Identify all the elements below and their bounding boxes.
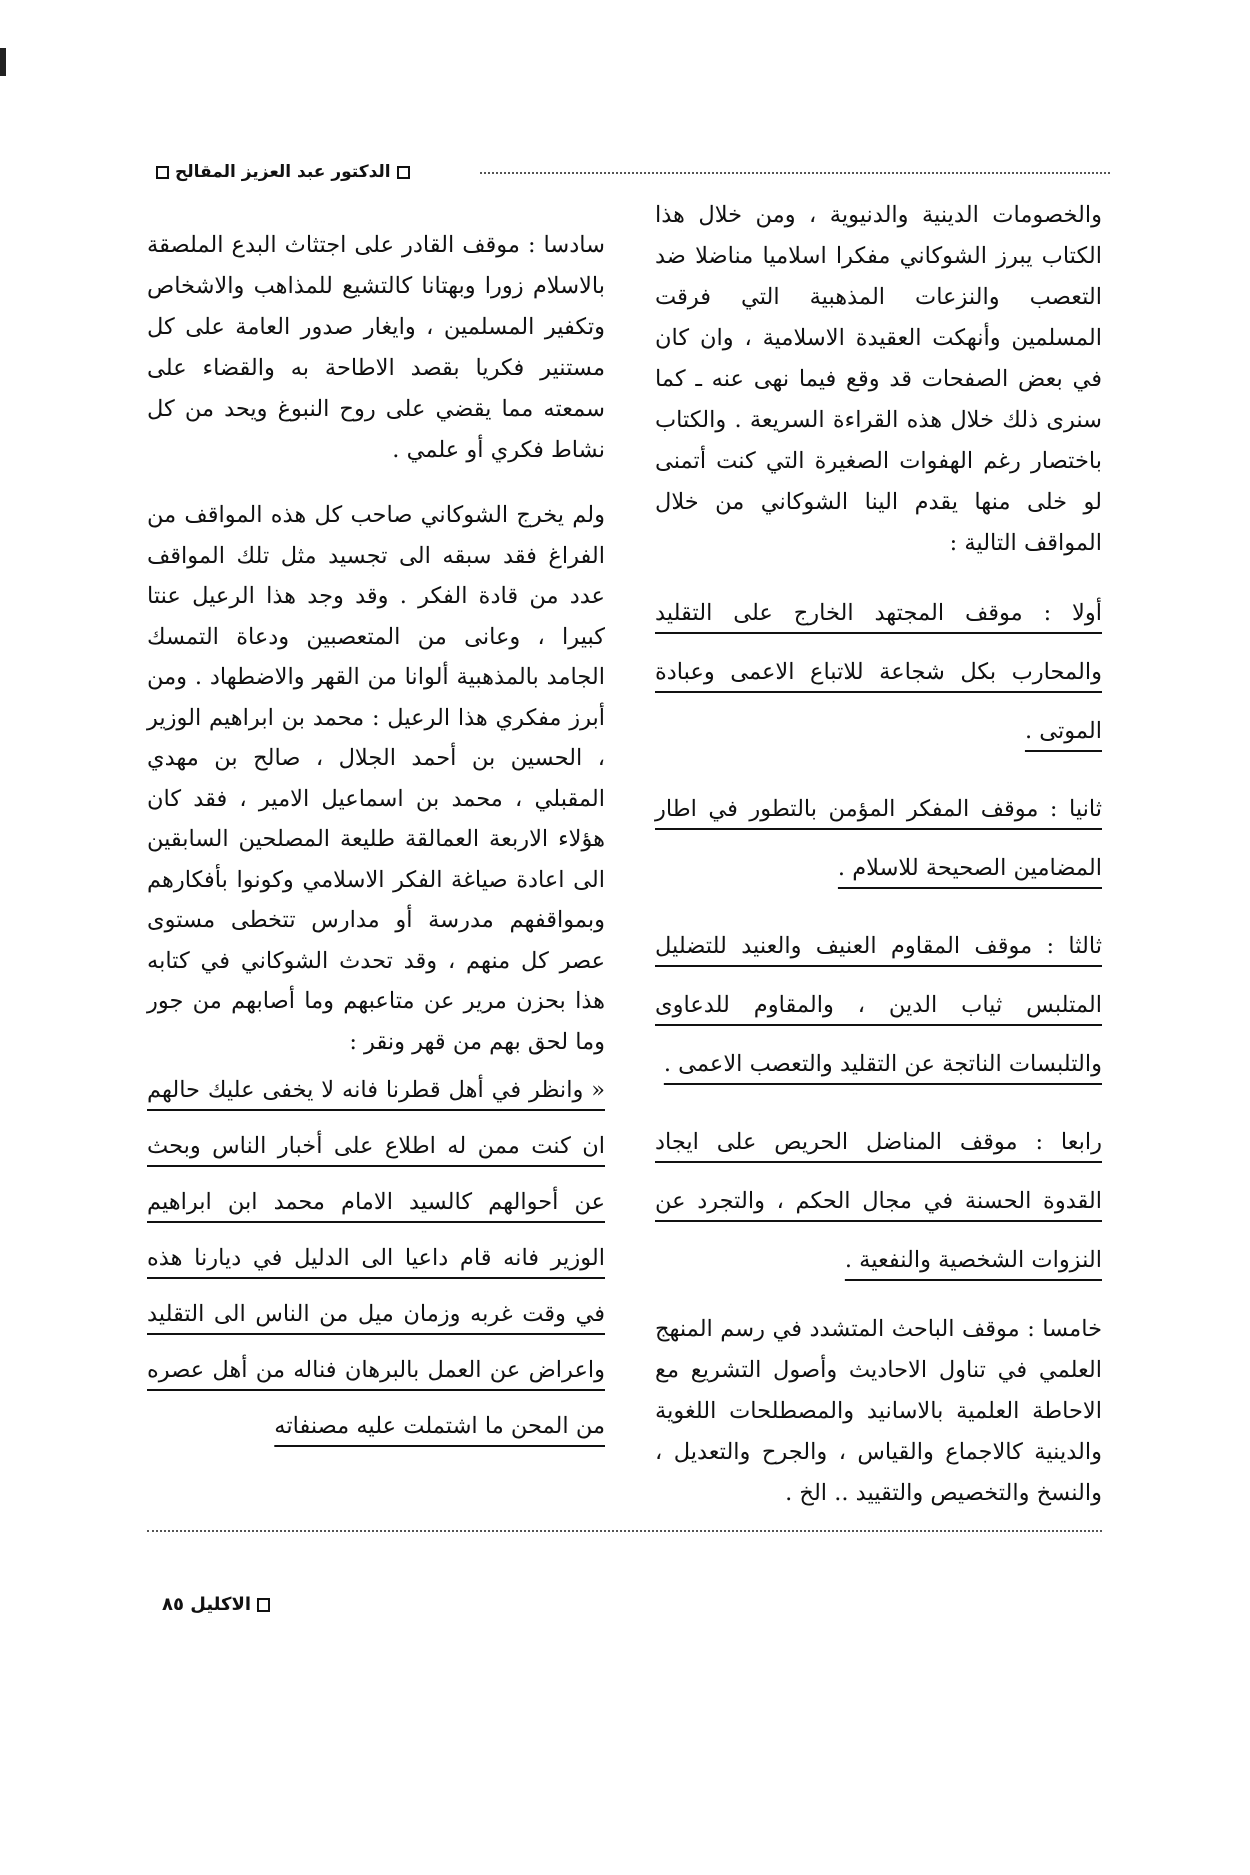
footer-box bbox=[257, 1598, 270, 1612]
header-box-left bbox=[156, 166, 169, 179]
header-box-right bbox=[397, 166, 410, 179]
body-paragraph: ولم يخرج الشوكاني صاحب كل هذه المواقف من الفراغ فقد سبقه الى تجسيد مثل تلك المواقف عدد من قادة الفكر . وقد وجد هذا الرعيل عنتا كبيرا ، وعانى من المتعصبين ودعاة التمسك الجامد بالمذهبية ألوانا من القهر والاضطهاد . ومن أبرز مفكري هذا الرعيل : محمد بن ابراهيم الوزير ، الحسين بن أحمد الجلال ، صالح بن مهدي المقبلي ، محمد بن اسماعيل الامير ، فقد كان هؤلاء الاربعة العمالقة طليعة المصلحين السابقين الى اعادة صياغة الفكر الاسلامي وكونوا بأفكارهم وبمواقفهم مدرسة أو مدارس تتخطى مستوى عصر كل منهم ، وقد تحدث الشوكاني في كتابه هذا بحزن مرير عن متاعبهم وما أصابهم من جور وما لحق بهم من قهر ونقر : bbox=[147, 502, 605, 1055]
page-footer bbox=[148, 1590, 276, 1620]
header-author: الدكتور عبد العزيز المقالح bbox=[175, 162, 391, 182]
position-item: ثالثا : موقف المقاوم العنيف والعنيد للتضليل المتلبس ثياب الدين ، والمقاوم للدعاوى والتلبسات الناتجة عن التقليد والتعصب الاعمى . bbox=[655, 933, 1102, 1077]
quotation-paragraph: « وانظر في أهل قطرنا فانه لا يخفى عليك حالهم ان كنت ممن له اطلاع على أخبار الناس وبحث عن أحوالهم كالسيد الامام محمد ابن ابراهيم الوزير فانه قام داعيا الى الدليل في ديارنا هذه في وقت غربه وزمان ميل من الناس الى التقليد واعراض عن العمل بالبرهان فناله من أهل عصره من المحن ما اشتملت عليه مصنفاته bbox=[147, 1077, 605, 1439]
position-item: أولا : موقف المجتهد الخارج على التقليد والمحارب بكل شجاعة للاتباع الاعمى وعبادة الموتى . bbox=[655, 600, 1102, 744]
intro-paragraph: والخصومات الدينية والدنيوية ، ومن خلال هذا الكتاب يبرز الشوكاني مفكرا اسلاميا مناضلا ضد التعصب والنزعات المذهبية التي فرقت المسلمين وأنهكت العقيدة الاسلامية ، وان كان في بعض الصفحات قد وقع فيما نهى عنه ـ كما سنرى ذلك خلال هذه القراءة السريعة . والكتاب باختصار رغم الهفوات الصغيرة التي كنت أتمنى لو خلى منها يقدم الينا الشوكاني من خلال المواقف التالية : bbox=[655, 202, 1102, 556]
sixth-position-paragraph: سادسا : موقف القادر على اجتثاث البدع الملصقة بالاسلام زورا وبهتانا كالتشيع للمذاهب والاشخاص وتكفير المسلمين ، وايغار صدور العامة على كل مستنير فكريا بقصد الاطاحة به والقضاء على سمعته مما يقضي على روح النبوغ ويحد من كل نشاط فكري أو علمي . bbox=[147, 232, 605, 463]
left-column bbox=[147, 225, 605, 1454]
fifth-position-paragraph: خامسا : موقف الباحث المتشدد في رسم المنهج العلمي في تناول الاحاديث وأصول التشريع مع الاحاطة العلمية بالاسانيد والمصطلحات اللغوية والدينية كالاجماع والقياس ، والجرح والتعديل ، والنسخ والتخصيص والتقييد .. الخ . bbox=[655, 1316, 1102, 1506]
header-dotted-rule bbox=[480, 172, 1110, 174]
right-column bbox=[655, 195, 1102, 1514]
header-title bbox=[150, 158, 416, 186]
page-number: ٨٥ bbox=[162, 1594, 184, 1615]
footer-magazine-name: الاكليل bbox=[190, 1594, 252, 1615]
running-header bbox=[150, 158, 1110, 186]
scan-edge-mark bbox=[0, 48, 6, 76]
position-item: ثانيا : موقف المفكر المؤمن بالتطور في اطار المضامين الصحيحة للاسلام . bbox=[655, 796, 1102, 881]
footer-dotted-rule bbox=[147, 1530, 1102, 1532]
position-item: رابعا : موقف المناضل الحريص على ايجاد القدوة الحسنة في مجال الحكم ، والتجرد عن النزوات الشخصية والنفعية . bbox=[655, 1129, 1102, 1273]
